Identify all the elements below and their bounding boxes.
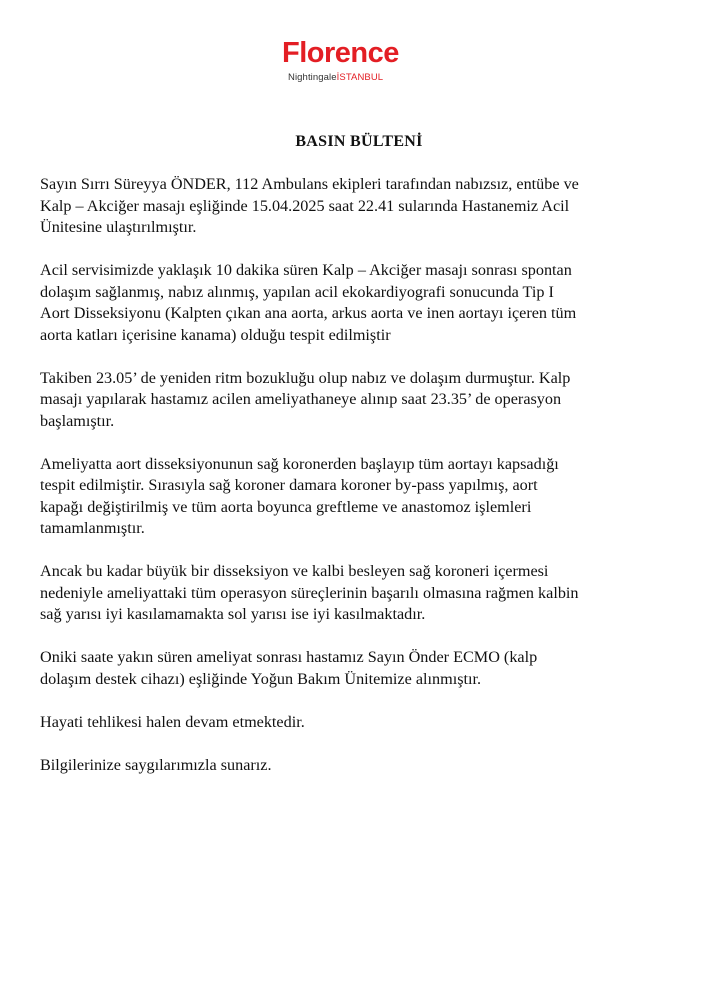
text-line: Sayın Sırrı Süreyya ÖNDER, 112 Ambulans ekipleri tarafından nabızsız, entübe ve [40,175,579,193]
logo-subtitle-a: Nightingale [288,72,337,83]
document-title: BASIN BÜLTENİ [295,133,423,150]
text-line: Bilgilerinize saygılarımızla sunarız. [40,755,272,774]
florence-logo [282,36,422,86]
logo-subtitle-b: İSTANBUL [336,72,384,83]
text-line: Ameliyatta aort disseksiyonunun sağ koronerden başlayıp tüm aortayı kapsadığı [40,454,559,473]
paragraph [40,755,690,777]
paragraph [40,647,690,690]
logo-subtitle [288,72,383,83]
text-line: dolaşım destek cihazı) eşliğinde Yoğun Bakım Ünitemize alınmıştır. [40,669,482,688]
paragraph [40,368,690,433]
text-line: Ünitesine ulaştırılmıştır. [40,218,197,236]
logo-brand: Florence [282,37,399,69]
paragraph [40,260,690,346]
paragraph [40,174,690,239]
paragraph [40,712,690,734]
text-line: Hayati tehlikesi halen devam etmektedir. [40,712,305,731]
text-line: nedeniyle ameliyattaki tüm operasyon süreçlerinin başarılı olmasına rağmen kalbin [40,583,579,602]
text-line: Takiben 23.05’ de yeniden ritm bozukluğu olup nabız ve dolaşım durmuştur. Kalp [40,368,571,387]
text-line: dolaşım sağlanmış, nabız alınmış, yapılan acil ekokardiyografi sonucunda Tip I [40,282,554,301]
paragraph [40,454,690,540]
text-line: tamamlanmıştır. [40,519,145,537]
text-line: Kalp – Akciğer masajı eşliğinde 15.04.2025 saat 22.41 sularında Hastanemiz Acil [40,196,570,215]
paragraph [40,561,690,626]
text-line: Aort Disseksiyonu (Kalpten çıkan ana aorta, arkus aorta ve inen aortayı içeren tüm [40,304,577,322]
text-line: sağ yarısı iyi kasılamamakta sol yarısı ise iyi kasılmaktadır. [40,605,426,623]
text-line: başlamıştır. [40,411,115,430]
text-line: masajı yapılarak hastamız acilen ameliyathaneye alınıp saat 23.35’ de operasyon [40,390,562,408]
text-line: Oniki saate yakın süren ameliyat sonrası hastamız Sayın Önder ECMO (kalp [40,648,538,666]
text-line: tespit edilmiştir. Sırasıyla sağ koroner damara koroner by-pass yapılmış, aort [40,476,538,494]
document-body [40,174,690,798]
text-line: Ancak bu kadar büyük bir disseksiyon ve kalbi besleyen sağ koroneri içermesi [40,562,549,580]
text-line: kapağı değiştirilmiş ve tüm aorta boyunca greftleme ve anastomoz işlemleri [40,497,532,516]
text-line: Acil servisimizde yaklaşık 10 dakika süren Kalp – Akciğer masajı sonrası spontan [40,261,572,279]
text-line: aorta katları içerisine kanama) olduğu tespit edilmiştir [40,325,391,344]
